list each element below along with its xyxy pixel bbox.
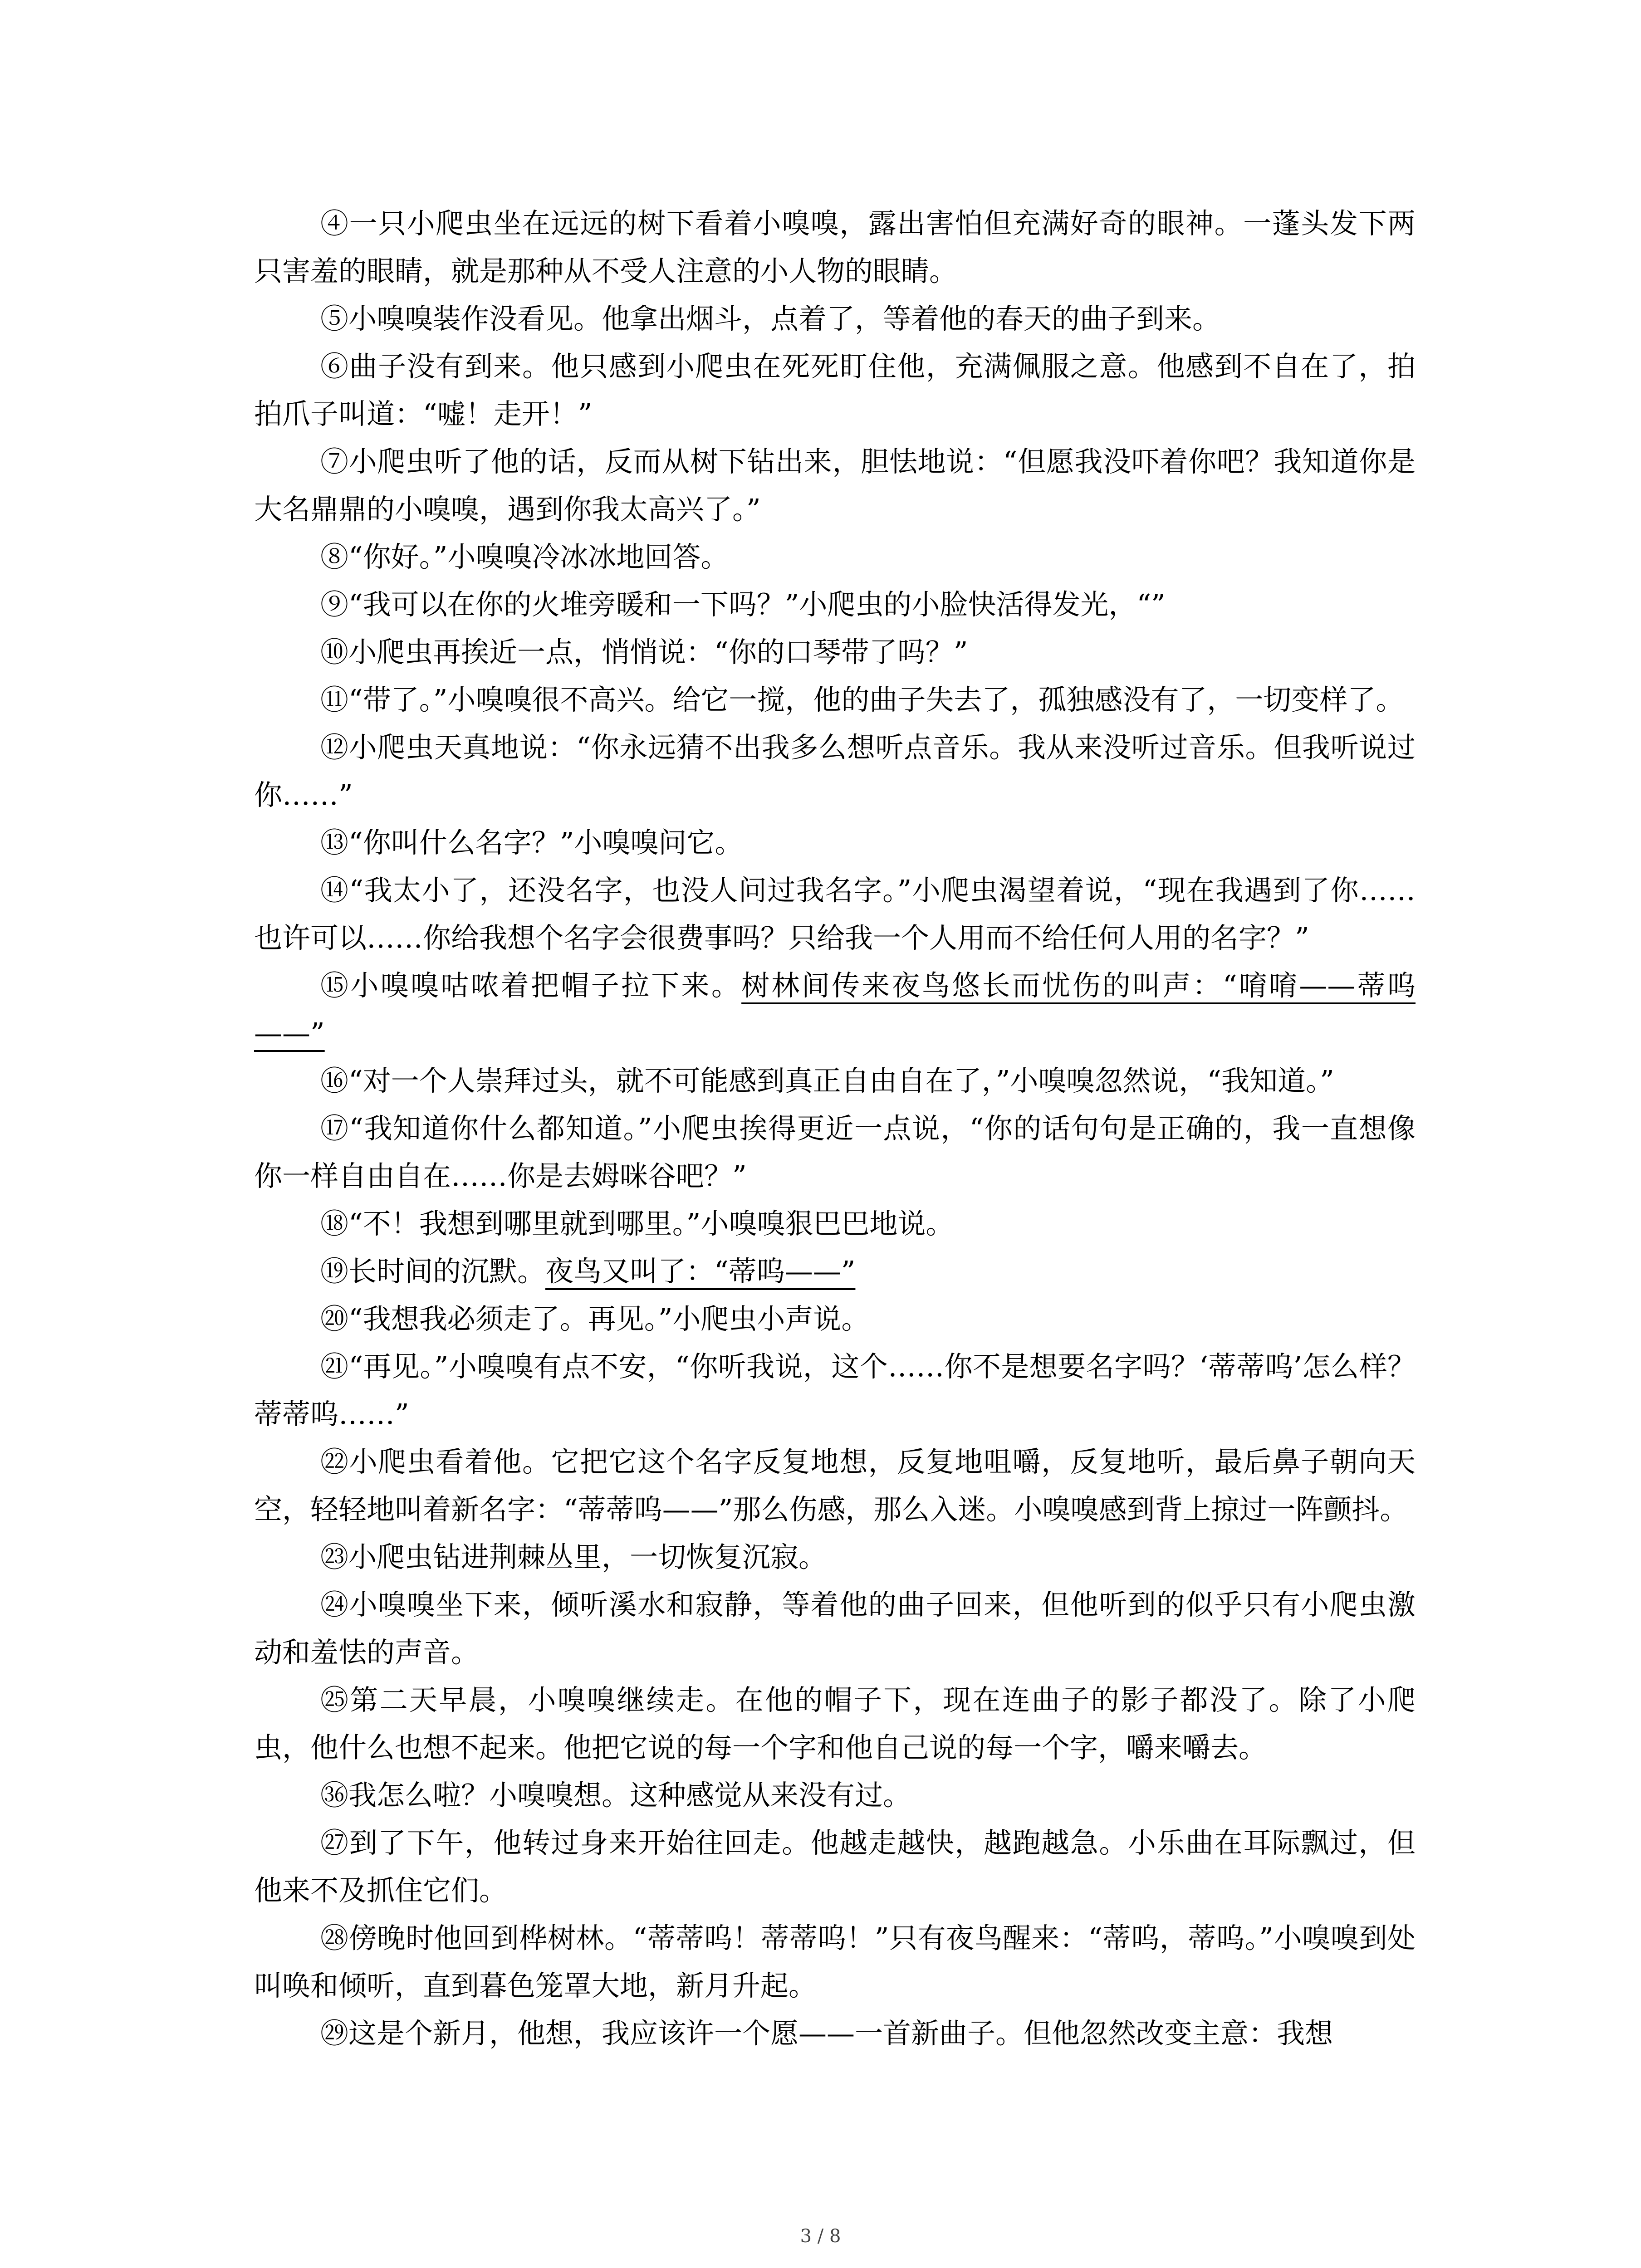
paragraph-text: ⑮小嗅嗅咕哝着把帽子拉下来。 [320,969,742,1002]
paragraph-text: ⑩小爬虫再挨近一点，悄悄说：“你的口琴带了吗？” [320,635,968,669]
paragraph-text: ⑫小爬虫天真地说：“你永远猜不出我多么想听点音乐。我从来没听过音乐。但我听说过你……” [254,731,1416,811]
underlined-sentence: 夜鸟又叫了：“蒂呜——” [545,1255,856,1288]
paragraph-text: ⑱“不！我想到哪里就到哪里。”小嗅嗅狠巴巴地说。 [320,1207,954,1240]
paragraph-p22 [254,1438,1416,1533]
paragraph-p5 [254,295,1416,342]
paragraph-text: ⑰“我知道你什么都知道。”小爬虫挨得更近一点说，“你的话句句是正确的，我一直想像你一样自由自在……你是去姆咪谷吧？” [254,1112,1416,1193]
paragraph-text: ㉙这是个新月，他想，我应该许一个愿——一首新曲子。但他忽然改变主意：我想 [320,2017,1333,2050]
paragraph-text: ④一只小爬虫坐在远远的树下看着小嗅嗅，露出害怕但充满好奇的眼神。一蓬头发下两只害羞的眼睛，就是那种从不受人注意的小人物的眼睛。 [254,207,1416,288]
paragraph-text: ⑤小嗅嗅装作没看见。他拿出烟斗，点着了，等着他的春天的曲子到来。 [320,302,1221,335]
paragraph-p21 [254,1343,1416,1438]
paragraph-p24 [254,1581,1416,1676]
paragraph-p16 [254,1057,1416,1105]
paragraph-text: ㉘傍晚时他回到桦树林。“蒂蒂呜！蒂蒂呜！”只有夜鸟醒来：“蒂呜，蒂呜。”小嗅嗅到处叫唤和倾听，直到暮色笼罩大地，新月升起。 [254,1921,1416,2002]
paragraph-text: ㊱我怎么啦？小嗅嗅想。这种感觉从来没有过。 [320,1779,911,1812]
paragraph-text: ⑨“我可以在你的火堆旁暖和一下吗？”小爬虫的小脸快活得发光，“” [320,588,1166,621]
paragraph-text: ㉑“再见。”小嗅嗅有点不安，“你听我说，这个……你不是想要名字吗？‘蒂蒂呜’怎么样？蒂蒂呜……” [254,1350,1416,1431]
paragraph-p11 [254,676,1416,723]
paragraph-p26 [254,1771,1416,1819]
paragraph-p6 [254,342,1416,438]
paragraph-p29 [254,2009,1416,2057]
paragraph-text: ⑲长时间的沉默。 [320,1255,546,1288]
paragraph-p10 [254,628,1416,676]
paragraph-text: ㉗到了下午，他转过身来开始往回走。他越走越快，越跑越急。小乐曲在耳际飘过，但他来不及抓住它们。 [254,1826,1416,1907]
paragraph-text: ⑧“你好。”小嗅嗅冷冰冰地回答。 [320,540,729,573]
paragraph-text: ⑥曲子没有到来。他只感到小爬虫在死死盯住他，充满佩服之意。他感到不自在了，拍拍爪子叫道：“嘘！走开！” [254,350,1416,430]
paragraph-p15 [254,962,1416,1057]
paragraph-p4 [254,200,1416,295]
paragraph-p12 [254,723,1416,819]
paragraph-p19 [254,1247,1416,1295]
paragraph-p13 [254,819,1416,866]
paragraph-p20 [254,1295,1416,1343]
paragraph-p17 [254,1105,1416,1200]
paragraph-p9 [254,581,1416,628]
paragraph-p18 [254,1200,1416,1247]
paragraph-p8 [254,533,1416,581]
paragraph-p25 [254,1676,1416,1771]
paragraph-text: ㉕第二天早晨，小嗅嗅继续走。在他的帽子下，现在连曲子的影子都没了。除了小爬虫，他什么也想不起来。他把它说的每一个字和他自己说的每一个字，嚼来嚼去。 [254,1683,1416,1764]
paragraph-text: ㉒小爬虫看着他。它把它这个名字反复地想，反复地咀嚼，反复地听，最后鼻子朝向天空，轻轻地叫着新名字：“蒂蒂呜——”那么伤感，那么入迷。小嗅嗅感到背上掠过一阵颤抖。 [254,1445,1416,1526]
paragraph-p28 [254,1914,1416,2009]
paragraph-p23 [254,1533,1416,1581]
page-number: 3 / 8 [800,2226,841,2247]
paragraph-text: ⑳“我想我必须走了。再见。”小爬虫小声说。 [320,1302,870,1335]
paragraph-text: ⑯“对一个人崇拜过头，就不可能感到真正自由自在了，”小嗅嗅忽然说，“我知道。” [320,1064,1334,1097]
paragraph-text: ⑦小爬虫听了他的话，反而从树下钻出来，胆怯地说：“但愿我没吓着你吧？我知道你是大名鼎鼎的小嗅嗅，遇到你我太高兴了。” [254,445,1416,526]
paragraph-text: ⑬“你叫什么名字？”小嗅嗅问它。 [320,826,743,859]
paragraph-p27 [254,1819,1416,1914]
paragraph-text: ⑪“带了。”小嗅嗅很不高兴。给它一搅，他的曲子失去了，孤独感没有了，一切变样了。 [320,683,1404,716]
paragraph-text: ⑭“我太小了，还没名字，也没人问过我名字。”小爬虫渴望着说，“现在我遇到了你……也许可以……你给我想个名字会很费事吗？只给我一个人用而不给任何人用的名字？” [254,874,1416,954]
paragraph-p7 [254,438,1416,533]
article-body [254,200,1416,2057]
paragraph-p14 [254,866,1416,962]
underlined-sentence: 树林间传来夜鸟悠长而忧伤的叫声：“唷唷——蒂呜——” [254,969,1416,1050]
paragraph-text: ㉓小爬虫钻进荆棘丛里，一切恢复沉寂。 [320,1540,827,1574]
paragraph-text: ㉔小嗅嗅坐下来，倾听溪水和寂静，等着他的曲子回来，但他听到的似乎只有小爬虫激动和羞怯的声音。 [254,1588,1416,1669]
